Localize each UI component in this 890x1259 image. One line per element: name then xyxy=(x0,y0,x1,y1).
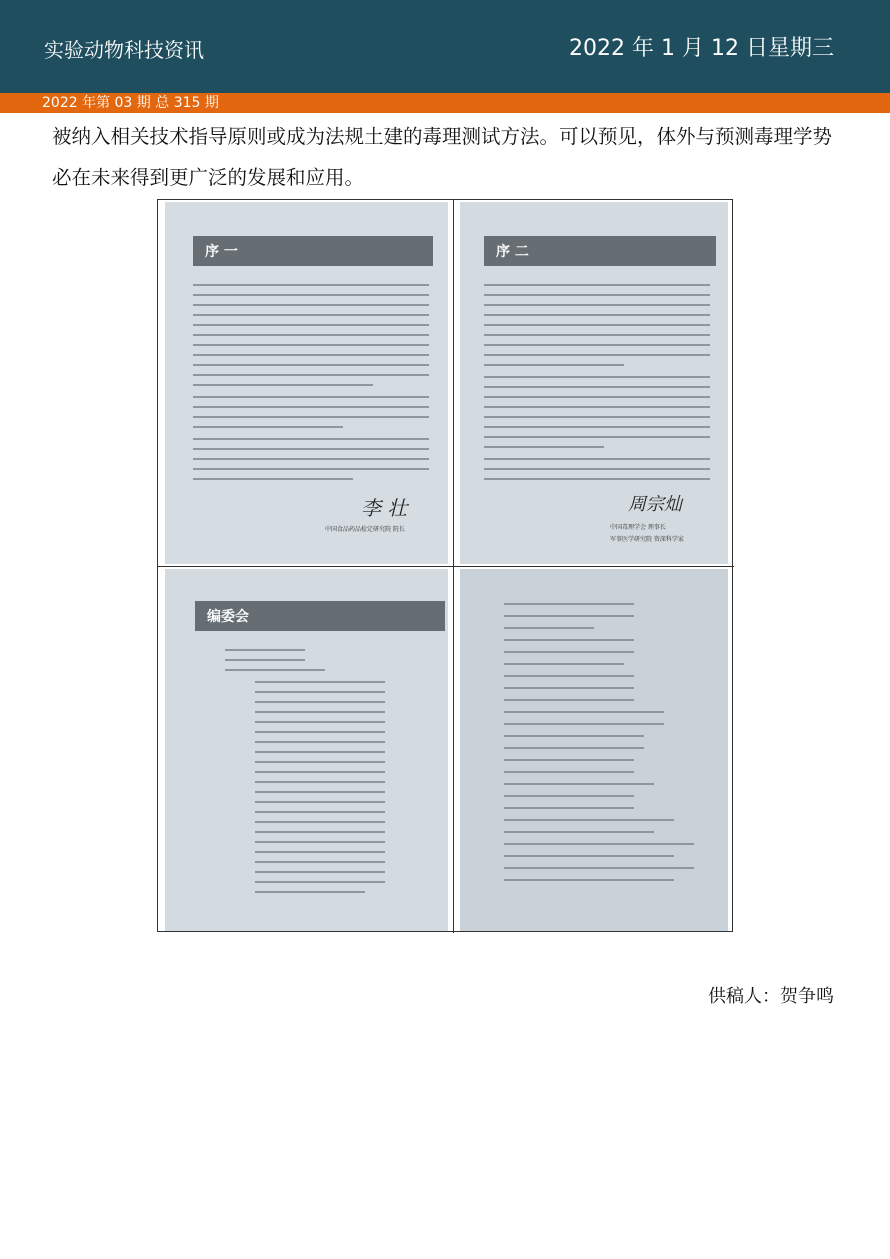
publication-name: 实验动物科技资讯 xyxy=(44,38,204,62)
preface-one-title: 序 一 xyxy=(205,244,238,260)
preface-two-signer-1: 中国毒理学会 理事长 xyxy=(610,524,666,531)
preface-two-photo xyxy=(460,202,728,564)
preface-two-signature: 周宗灿 xyxy=(628,494,682,515)
contributor-credit: 供稿人：贺争鸣 xyxy=(708,986,834,1007)
preface-one-signature: 李 壮 xyxy=(361,496,408,520)
body-paragraph: 被纳入相关技术指导原则或成为法规土建的毒理测试方法。可以预见，体外与预测毒理学势必在未来得到更广泛的发展和应用。 xyxy=(52,125,833,189)
header-bar xyxy=(0,0,890,93)
book-photo-grid xyxy=(157,199,733,932)
grid-divider-horizontal xyxy=(158,566,734,567)
issue-number: 2022 年第 03 期 总 315 期 xyxy=(42,95,219,111)
preface-two-title: 序 二 xyxy=(496,244,529,260)
committee-list-photo xyxy=(460,569,728,931)
preface-one-signer: 中国食品药品检定研究院 院长 xyxy=(325,526,405,533)
issue-date: 2022 年 1 月 12 日星期三 xyxy=(569,36,834,61)
preface-one-photo xyxy=(165,202,448,564)
editorial-committee-photo xyxy=(165,569,448,931)
preface-one-title-band xyxy=(193,236,433,266)
preface-two-signer-2: 军事医学研究院 资深科学家 xyxy=(610,536,684,543)
committee-title-band xyxy=(195,601,445,631)
committee-title: 编委会 xyxy=(207,609,249,625)
preface-two-title-band xyxy=(484,236,716,266)
